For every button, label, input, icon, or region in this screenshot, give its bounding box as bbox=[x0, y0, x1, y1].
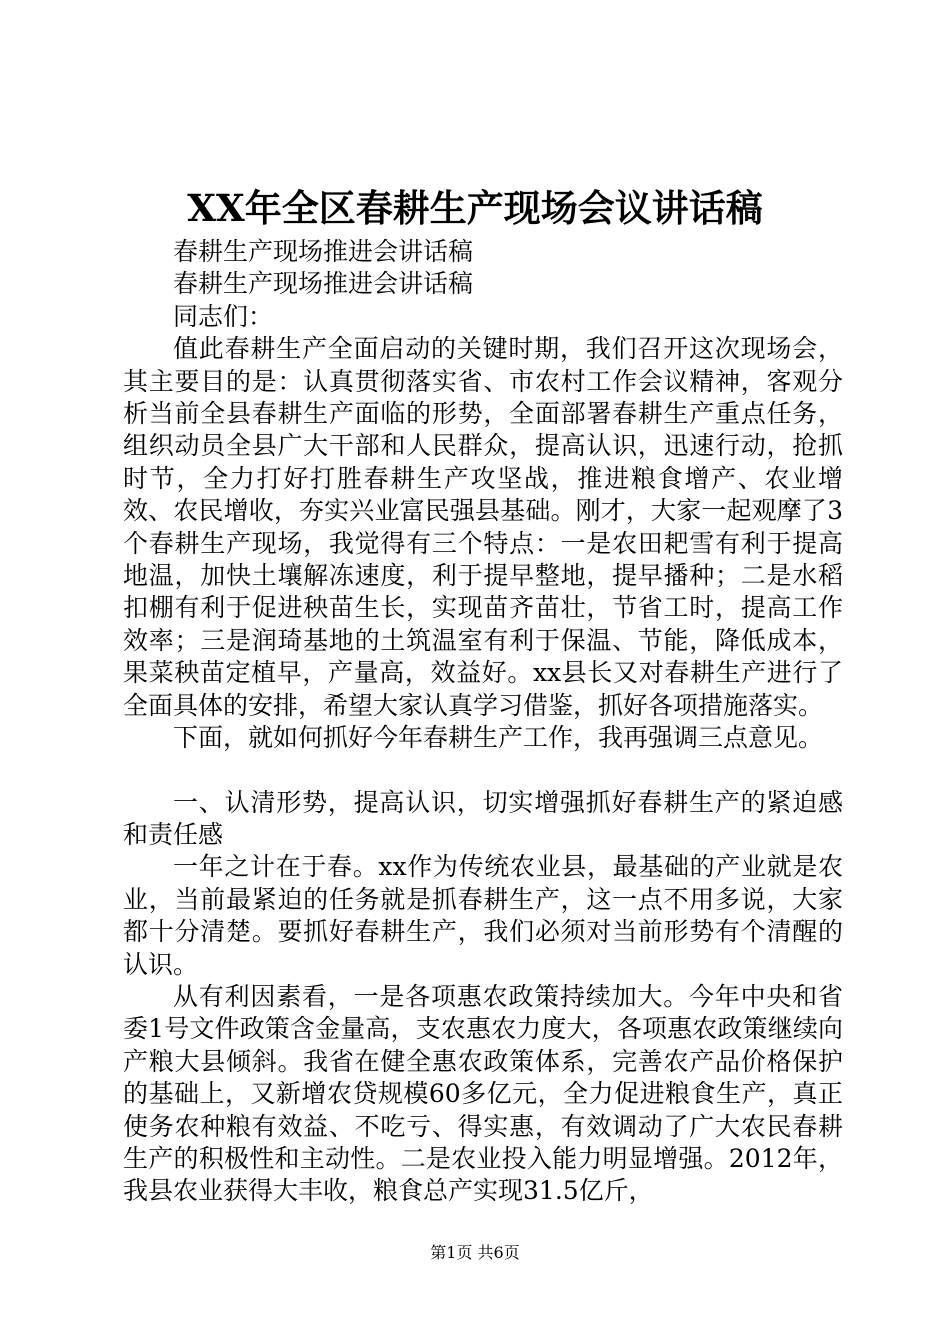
section-heading-1: 一、认清形势，提高认识，切实增强抓好春耕生产的紧迫感和责任感 bbox=[123, 787, 843, 849]
page-number-footer: 第1页 共6页 bbox=[430, 1243, 520, 1262]
subtitle-line-1: 春耕生产现场推进会讲话稿 bbox=[173, 237, 474, 266]
paragraph-favorable-factors: 从有利因素看，一是各项惠农政策持续加大。今年中央和省委1号文件政策含金量高，支农惠农力度大，各项惠农政策继续向产粮大县倾斜。我省在健全惠农政策体系，完善农产品价格保护的基础上，又新增农贷规模60多亿元，全力促进粮食生产，真正使务农种粮有效益、不吃亏、得实惠，有效调动了广大农民春耕生产的积极性和主动性。二是农业投入能力明显增强。2012年，我县农业获得大丰收，粮食总产实现31.5亿斤， bbox=[123, 981, 843, 1206]
document-body bbox=[123, 236, 843, 1208]
paragraph-intro: 值此春耕生产全面启动的关键时期，我们召开这次现场会，其主要目的是：认真贯彻落实省、市农村工作会议精神，客观分析当前全县春耕生产面临的形势，全面部署春耕生产重点任务，组织动员全县广大干部和人民群众，提高认识，迅速行动，抢抓时节，全力打好打胜春耕生产攻坚战，推进粮食增产、农业增效、农民增收，夯实兴业富民强县基础。刚才，大家一起观摩了3个春耕生产现场，我觉得有三个特点：一是农田耙雪有利于提高地温，加快土壤解冻速度，利于提早整地，提早播种；二是水稻扣棚有利于促进秧苗生长，实现苗齐苗壮，节省工时，提高工作效率；三是润琦基地的土筑温室有利于保温、节能，降低成本，果菜秧苗定植早，产量高，效益好。xx县长又对春耕生产进行了全面具体的安排，希望大家认真学习借鉴，抓好各项措施落实。 bbox=[123, 334, 843, 720]
salutation: 同志们： bbox=[173, 301, 274, 331]
paragraph-transition: 下面，就如何抓好今年春耕生产工作，我再强调三点意见。 bbox=[173, 723, 824, 753]
paragraph-spring: 一年之计在于春。xx作为传统农业县，最基础的产业就是农业，当前最紧迫的任务就是抓春耕生产，这一点不用多说，大家都十分清楚。要抓好春耕生产，我们必须对当前形势有个清醒的认识。 bbox=[123, 852, 843, 979]
document-title: XX年全区春耕生产现场会议讲话稿 bbox=[187, 186, 763, 230]
subtitle-line-2: 春耕生产现场推进会讲话稿 bbox=[173, 269, 474, 299]
